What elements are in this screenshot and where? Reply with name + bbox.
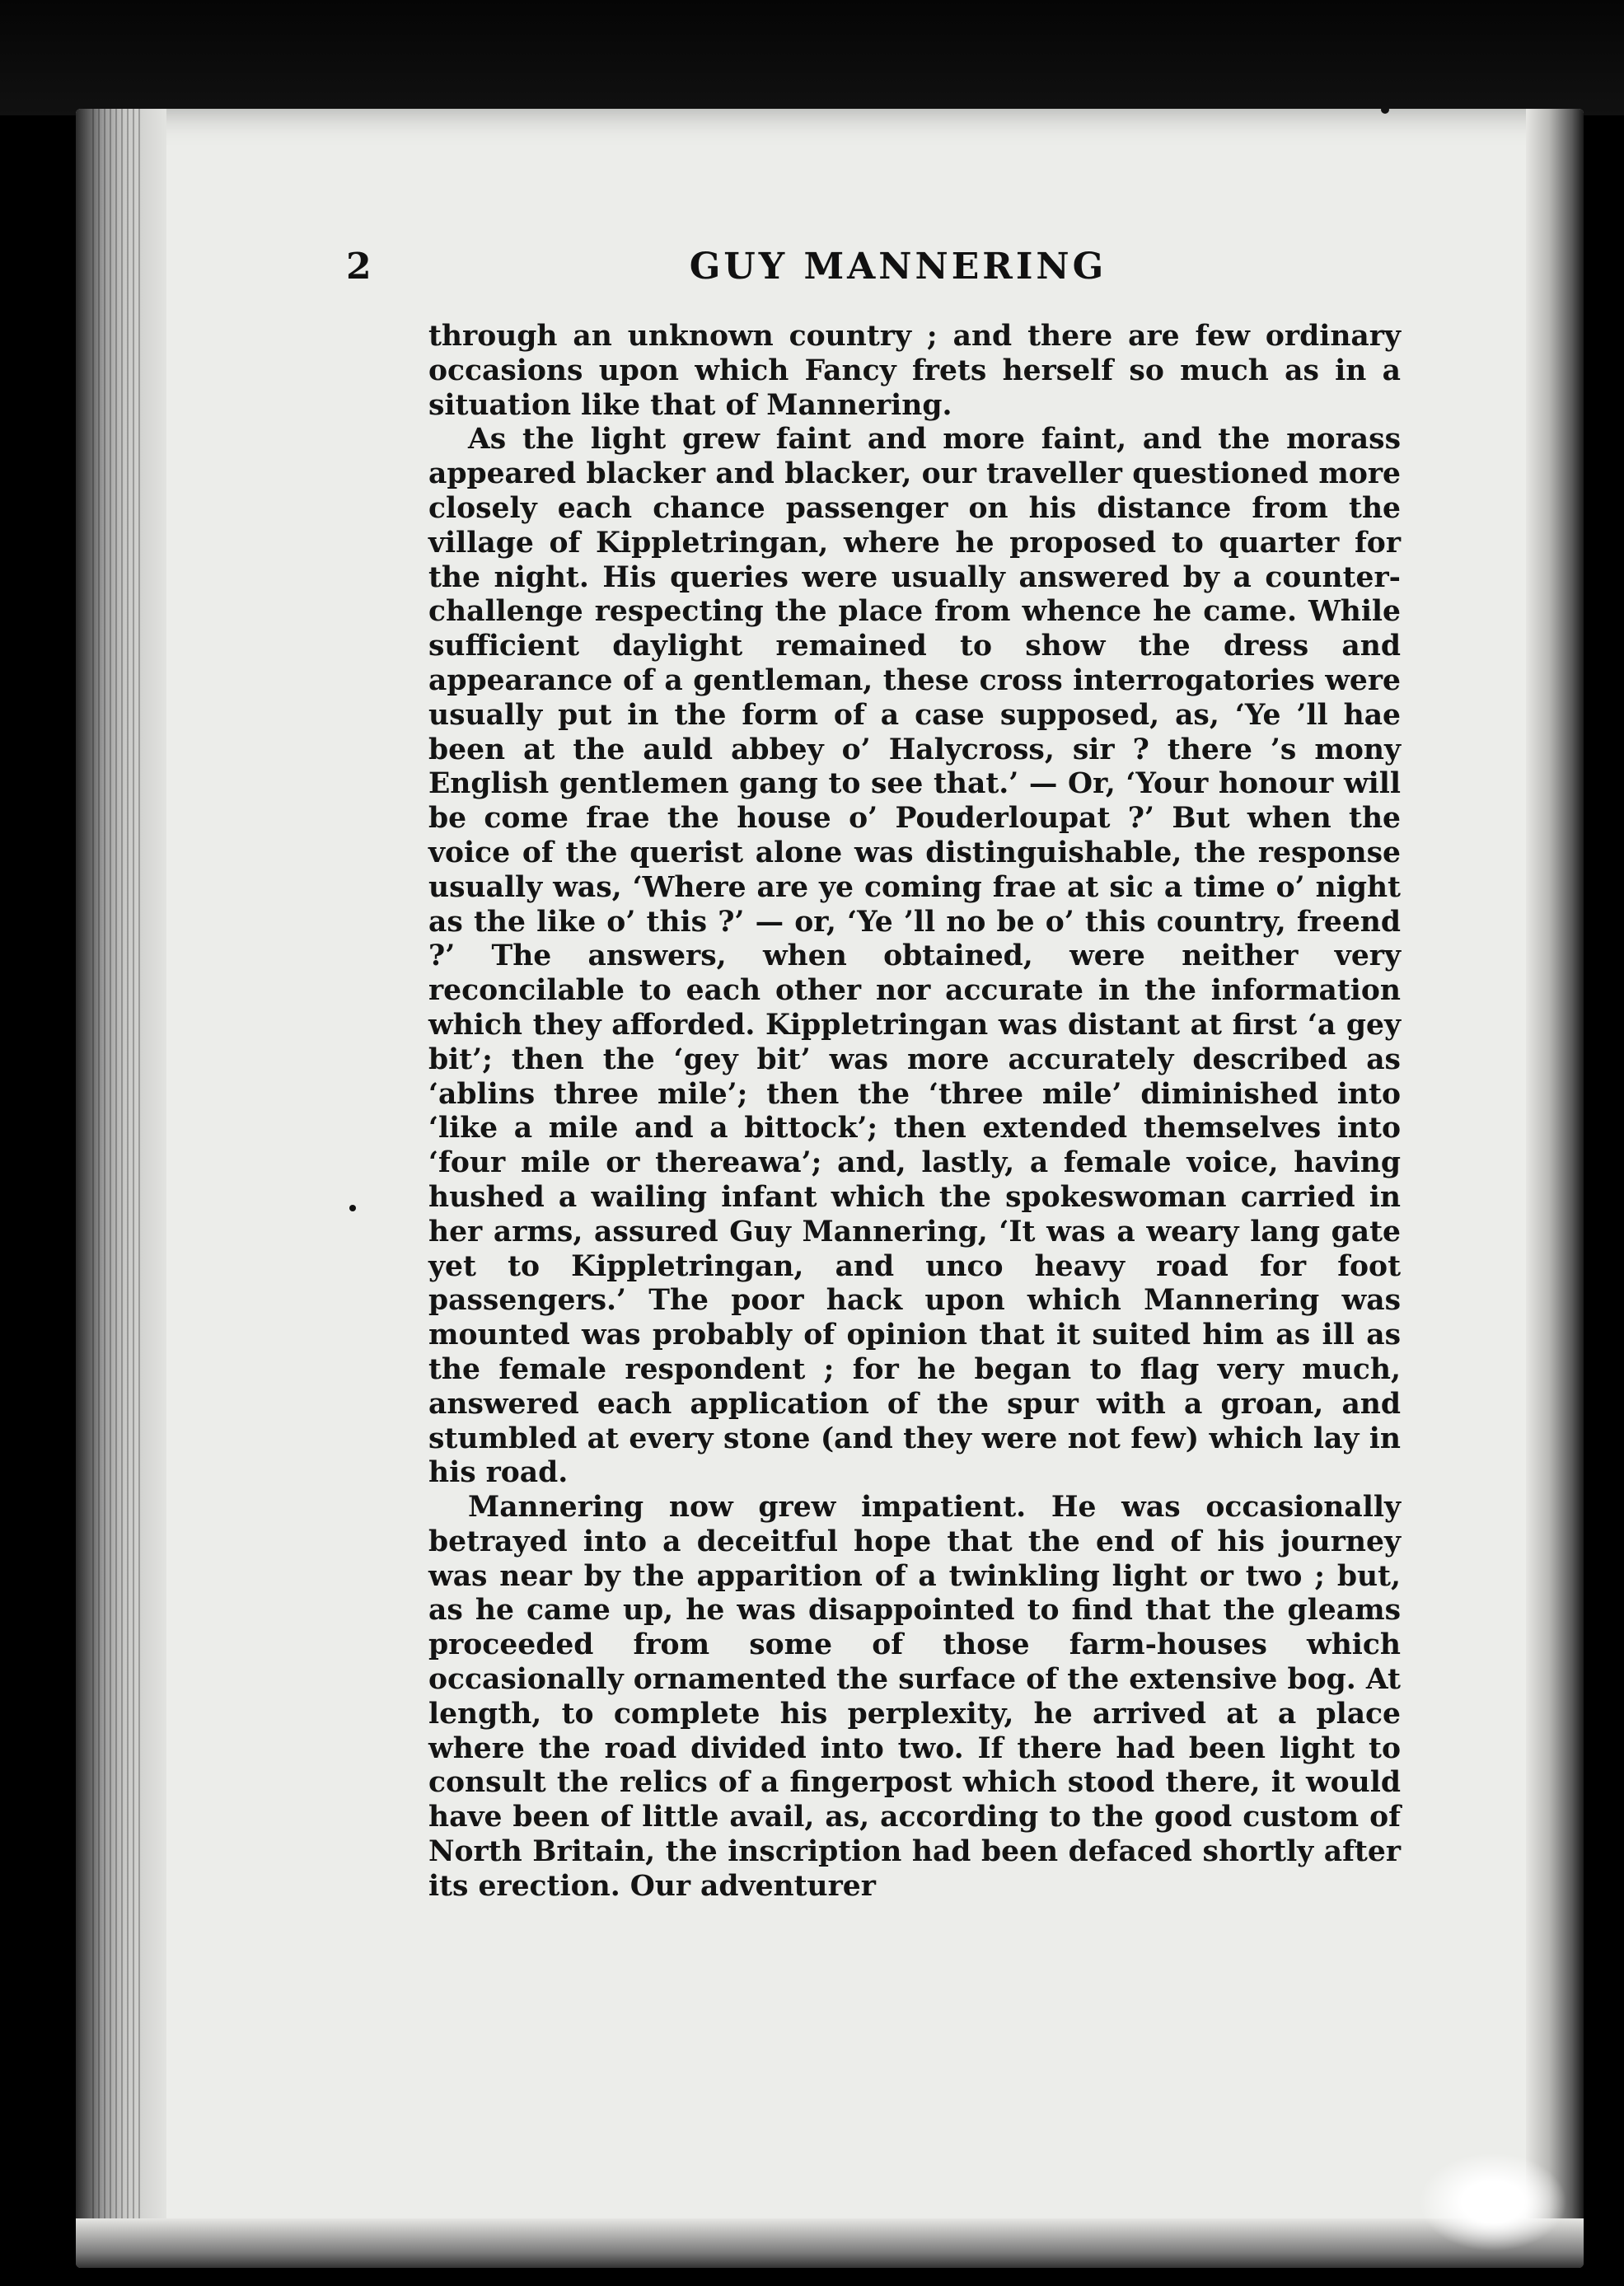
- page-number: 2: [346, 246, 372, 288]
- page-header: [346, 246, 1401, 295]
- scan-glare: [1419, 2152, 1567, 2251]
- spine-texture: [92, 109, 142, 2268]
- paragraph: Mannering now grew impatient. He was occasionally betrayed into a deceitful hope that the end of his journey was near by the apparition of a twinkling light or two ; but, as he came up, he was disappointed to find that the gleams proceeded from some of those farm-houses which occasionally ornamented the surface of the extensive bog. At length, to complete his perplexity, he arrived at a place where the road divided into two. If there had been light to consult the relics of a fingerpost which stood there, it would have been of little avail, as, according to the good custom of North Britain, the inscription had been defaced shortly after its erection. Our adventurer: [428, 1491, 1401, 1903]
- paragraph: through an unknown country ; and there are few ordinary occasions upon which Fancy frets herself so much as in a situation like that of Mannering.: [428, 320, 1401, 422]
- book-spine: [76, 109, 166, 2268]
- dust-speck: [1381, 105, 1389, 114]
- page-bottom-edge: [76, 2218, 1584, 2268]
- running-title: GUY MANNERING: [689, 246, 1107, 288]
- scan-background: [0, 0, 1624, 115]
- dust-speck: [349, 1205, 356, 1211]
- page-right-edge: [1526, 109, 1584, 2268]
- body-text: [428, 320, 1401, 1904]
- paragraph: As the light grew faint and more faint, and the morass appeared blacker and blacker, our traveller questioned more closely each chance passenger on his distance from the village of Kippletringan, where he proposed to quarter for the night. His queries were usually answered by a counter-challenge respecting the place from whence he came. While sufficient daylight remained to show the dress and appearance of a gentleman, these cross interrogatories were usually put in the form of a case supposed, as, ‘Ye ’ll hae been at the auld abbey o’ Halycross, sir ? there ’s mony English gentlemen gang to see that.’ — Or, ‘Your honour will be come frae the house o’ Pouderloupat ?’ But when the voice of the querist alone was distinguishable, the response usually was, ‘Where are ye coming frae at sic a time o’ night as the like o’ this ?’ — or, ‘Ye ’ll no be o’ this country, freend ?’ The answers, when obtained, were neither very reconcilable to each other nor accurate in the information which they afforded. Kippletringan was distant at first ‘a gey bit’; then the ‘gey bit’ was more accurately described as ‘ablins three mile’; then the ‘three mile’ diminished into ‘like a mile and a bittock’; then extended themselves into ‘four mile or thereawa’; and, lastly, a female voice, having hushed a wailing infant which the spokeswoman carried in her arms, assured Guy Mannering, ‘It was a weary lang gate yet to Kippletringan, and unco heavy road for foot passengers.’ The poor hack upon which Mannering was mounted was probably of opinion that it suited him as ill as the female respondent ; for he began to flag very much, answered each application of the spur with a groan, and stumbled at every stone (and they were not few) which lay in his road.: [428, 423, 1401, 1490]
